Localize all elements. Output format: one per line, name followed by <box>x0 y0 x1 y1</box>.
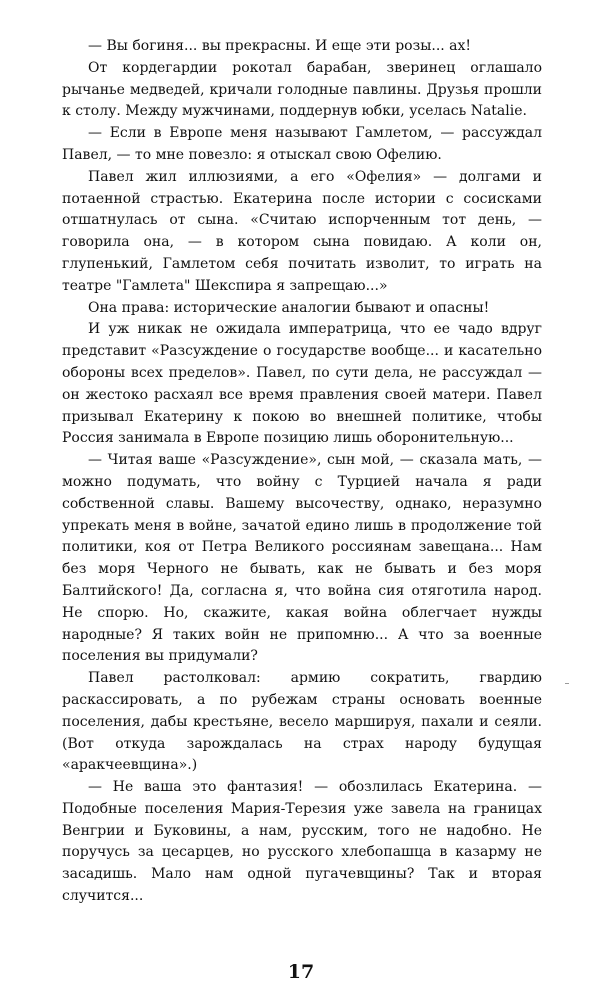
paragraph-3: — Если в Европе меня называют Гамлетом, — рассуждал Павел, — то мне повезло: я отыскал свою Офелию. <box>62 125 542 163</box>
main-text <box>62 36 542 908</box>
page-number: 17 <box>287 961 315 983</box>
paragraph-8: Павел растолковал: армию сократить, гвардию раскассировать, а по рубежам страны основать военные поселения, дабы крестьяне, весело маршируя, пахали и сеяли. (Вот откуда зарождалась на страх народу будущая «аракчеевщина».) <box>62 670 542 774</box>
paragraph-6: И уж никак не ожидала императрица, что ее чадо вдруг представит «Разсуждение о государстве вообще... и касательно обороны всех пределов». Павел, по сути дела, не рассуждал — он жестоко расхаял все время правления своей матери. Павел призывал Екатерину к покою во внешней политике, чтобы Россия занимала в Европе позицию лишь оборонительную... <box>62 321 542 447</box>
paragraph-2: От кордегардии рокотал барабан, зверинец оглашало рычанье медведей, кричали голодные павлины. Друзья прошли к столу. Между мужчинами, поддернув юбки, уселась Natalie. <box>62 59 542 120</box>
paragraph-9: — Не ваша это фантазия! — обозлилась Екатерина. — Подобные поселения Мария-Терезия уже завела на границах Венгрии и Буковины, а нам, русским, того не надобно. Не поручусь за цесарцев, но русского хлебопашца в казарму не засадишь. Мало нам одной пугачевщины? Так и вторая случится... <box>62 779 542 905</box>
scan-speck <box>565 683 569 684</box>
paragraph-4: Павел жил иллюзиями, а его «Офелия» — долгами и потаенной страстью. Екатерина после истории с сосисками отшатнулась от сына. «Считаю испорченным тот день, — говорила она, — в котором сына повидаю. А коли он, глупенький, Гамлетом себя почитать изволит, то играть на театре "Гамлета" Шекспира я запрещаю...» <box>62 168 542 294</box>
paragraph-7: — Читая ваше «Разсуждение», сын мой, — сказала мать, — можно подумать, что войну с Турцией начала я ради собственной славы. Вашему высочеству, однако, неразумно упрекать меня в войне, зачатой едино лишь в продолжение той политики, коя от Петра Великого россиянам завещана... Нам без моря Черного не бывать, как не бывать и без моря Балтийского! Да, согласна я, что война сия отяготила народ. Не спорю. Но, скажите, какая война облегчает нужды народные? Я таких войн не припомню... А что за военные поселения вы придумали? <box>62 452 542 665</box>
paragraph-1: — Вы богиня... вы прекрасны. И еще эти розы... ах! <box>88 38 472 54</box>
paragraph-5: Она права: исторические аналогии бывают и опасны! <box>88 299 490 316</box>
